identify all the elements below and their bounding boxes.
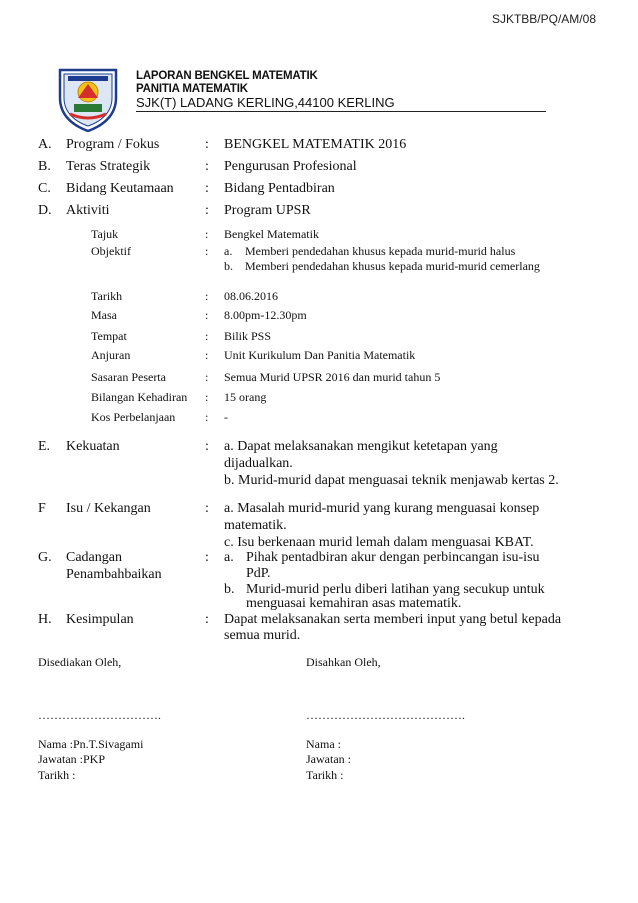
detail-value: 08.06.2016 xyxy=(224,289,278,303)
signer-name: Nama :Pn.T.Sivagami xyxy=(38,737,144,751)
detail-value: - xyxy=(224,410,228,424)
colon: : xyxy=(205,159,209,174)
section-letter: A. xyxy=(38,137,52,152)
detail-label: Tajuk xyxy=(91,227,119,241)
section-letter: H. xyxy=(38,612,52,627)
approved-by-heading: Disahkan Oleh, xyxy=(306,655,381,669)
section-letter: G. xyxy=(38,550,52,565)
signature-line: …………………………………. xyxy=(306,708,465,722)
suggestion-line: menguasai kemahiran asas matematik. xyxy=(246,596,462,611)
detail-value: Unit Kurikulum Dan Panitia Matematik xyxy=(224,348,416,362)
section-label: Bidang Keutamaan xyxy=(66,181,174,196)
section-label: Program / Fokus xyxy=(66,137,160,152)
detail-label: Anjuran xyxy=(91,348,131,362)
detail-value: Bengkel Matematik xyxy=(224,227,319,241)
section-label: Isu / Kekangan xyxy=(66,501,151,516)
colon: : xyxy=(205,203,209,218)
colon: : xyxy=(205,390,209,404)
objective-text: Memberi pendedahan khusus kepada murid-murid halus xyxy=(245,244,516,258)
detail-value: 8.00pm-12.30pm xyxy=(224,308,307,322)
suggestion-marker: b. xyxy=(224,582,235,597)
detail-label: Tempat xyxy=(91,329,127,343)
colon: : xyxy=(205,289,209,303)
school-name: SJK(T) LADANG KERLING,44100 KERLING xyxy=(136,95,395,110)
objective-marker: a. xyxy=(224,244,233,258)
section-value: BENGKEL MATEMATIK 2016 xyxy=(224,137,407,152)
section-label: Cadangan xyxy=(66,550,122,565)
section-letter: F xyxy=(38,501,46,516)
section-letter: E. xyxy=(38,439,51,454)
section-value: Bidang Pentadbiran xyxy=(224,181,335,196)
colon: : xyxy=(205,181,209,196)
header-divider xyxy=(136,111,546,112)
section-label: Kekuatan xyxy=(66,439,120,454)
detail-label: Tarikh xyxy=(91,289,123,303)
report-subtitle: PANITIA MATEMATIK xyxy=(136,83,248,95)
colon: : xyxy=(205,244,209,258)
section-label: Aktiviti xyxy=(66,203,110,218)
section-value: Pengurusan Profesional xyxy=(224,159,357,174)
issue-line: a. Masalah murid-murid yang kurang menguasai konsep xyxy=(224,501,540,516)
suggestion-line: PdP. xyxy=(246,566,271,581)
detail-label: Bilangan Kehadiran xyxy=(91,390,188,404)
report-title: LAPORAN BENGKEL MATEMATIK xyxy=(136,70,318,82)
colon: : xyxy=(205,348,209,362)
section-letter: B. xyxy=(38,159,51,174)
approver-date: Tarikh : xyxy=(306,768,344,782)
colon: : xyxy=(205,227,209,241)
suggestion-line: Murid-murid perlu diberi latihan yang secukup untuk xyxy=(246,582,545,597)
detail-value: Bilik PSS xyxy=(224,329,272,343)
colon: : xyxy=(205,439,209,454)
detail-value: Semua Murid UPSR 2016 dan murid tahun 5 xyxy=(224,370,441,384)
objective-marker: b. xyxy=(224,259,233,273)
strength-line: b. Murid-murid dapat menguasai teknik menjawab kertas 2. xyxy=(224,473,559,488)
detail-label: Kos Perbelanjaan xyxy=(91,410,176,424)
detail-label: Objektif xyxy=(91,244,131,258)
section-label: Penambahbaikan xyxy=(66,567,162,582)
conclusion-line: semua murid. xyxy=(224,628,301,643)
strength-line: dijadualkan. xyxy=(224,456,293,471)
conclusion-line: Dapat melaksanakan serta memberi input yang betul kepada xyxy=(224,612,562,627)
section-value: Program UPSR xyxy=(224,203,311,218)
colon: : xyxy=(205,308,209,322)
section-letter: D. xyxy=(38,203,52,218)
detail-label: Masa xyxy=(91,308,117,322)
colon: : xyxy=(205,370,209,384)
signer-position: Jawatan :PKP xyxy=(38,752,105,766)
suggestion-line: Pihak pentadbiran akur dengan perbincangan isu-isu xyxy=(246,550,540,565)
colon: : xyxy=(205,550,209,565)
prepared-by-heading: Disediakan Oleh, xyxy=(38,655,122,669)
objective-text: Memberi pendedahan khusus kepada murid-murid cemerlang xyxy=(245,259,540,273)
colon: : xyxy=(205,329,209,343)
colon: : xyxy=(205,501,209,516)
document-code: SJKTBB/PQ/AM/08 xyxy=(491,12,596,26)
suggestion-marker: a. xyxy=(224,550,234,565)
approver-position: Jawatan : xyxy=(306,752,351,766)
issue-line: matematik. xyxy=(224,518,287,533)
section-label: Teras Strategik xyxy=(66,159,151,174)
detail-value: 15 orang xyxy=(224,390,267,404)
signature-line: …………………………. xyxy=(38,708,161,722)
colon: : xyxy=(205,410,209,424)
section-label: Kesimpulan xyxy=(66,612,134,627)
issue-line: c. Isu berkenaan murid lemah dalam menguasai KBAT. xyxy=(224,535,534,550)
school-crest-logo xyxy=(56,64,120,132)
approver-name: Nama : xyxy=(306,737,341,751)
signer-date: Tarikh : xyxy=(38,768,76,782)
colon: : xyxy=(205,137,209,152)
strength-line: a. Dapat melaksanakan mengikut ketetapan yang xyxy=(224,439,498,454)
colon: : xyxy=(205,612,209,627)
section-letter: C. xyxy=(38,181,51,196)
detail-label: Sasaran Peserta xyxy=(91,370,166,384)
